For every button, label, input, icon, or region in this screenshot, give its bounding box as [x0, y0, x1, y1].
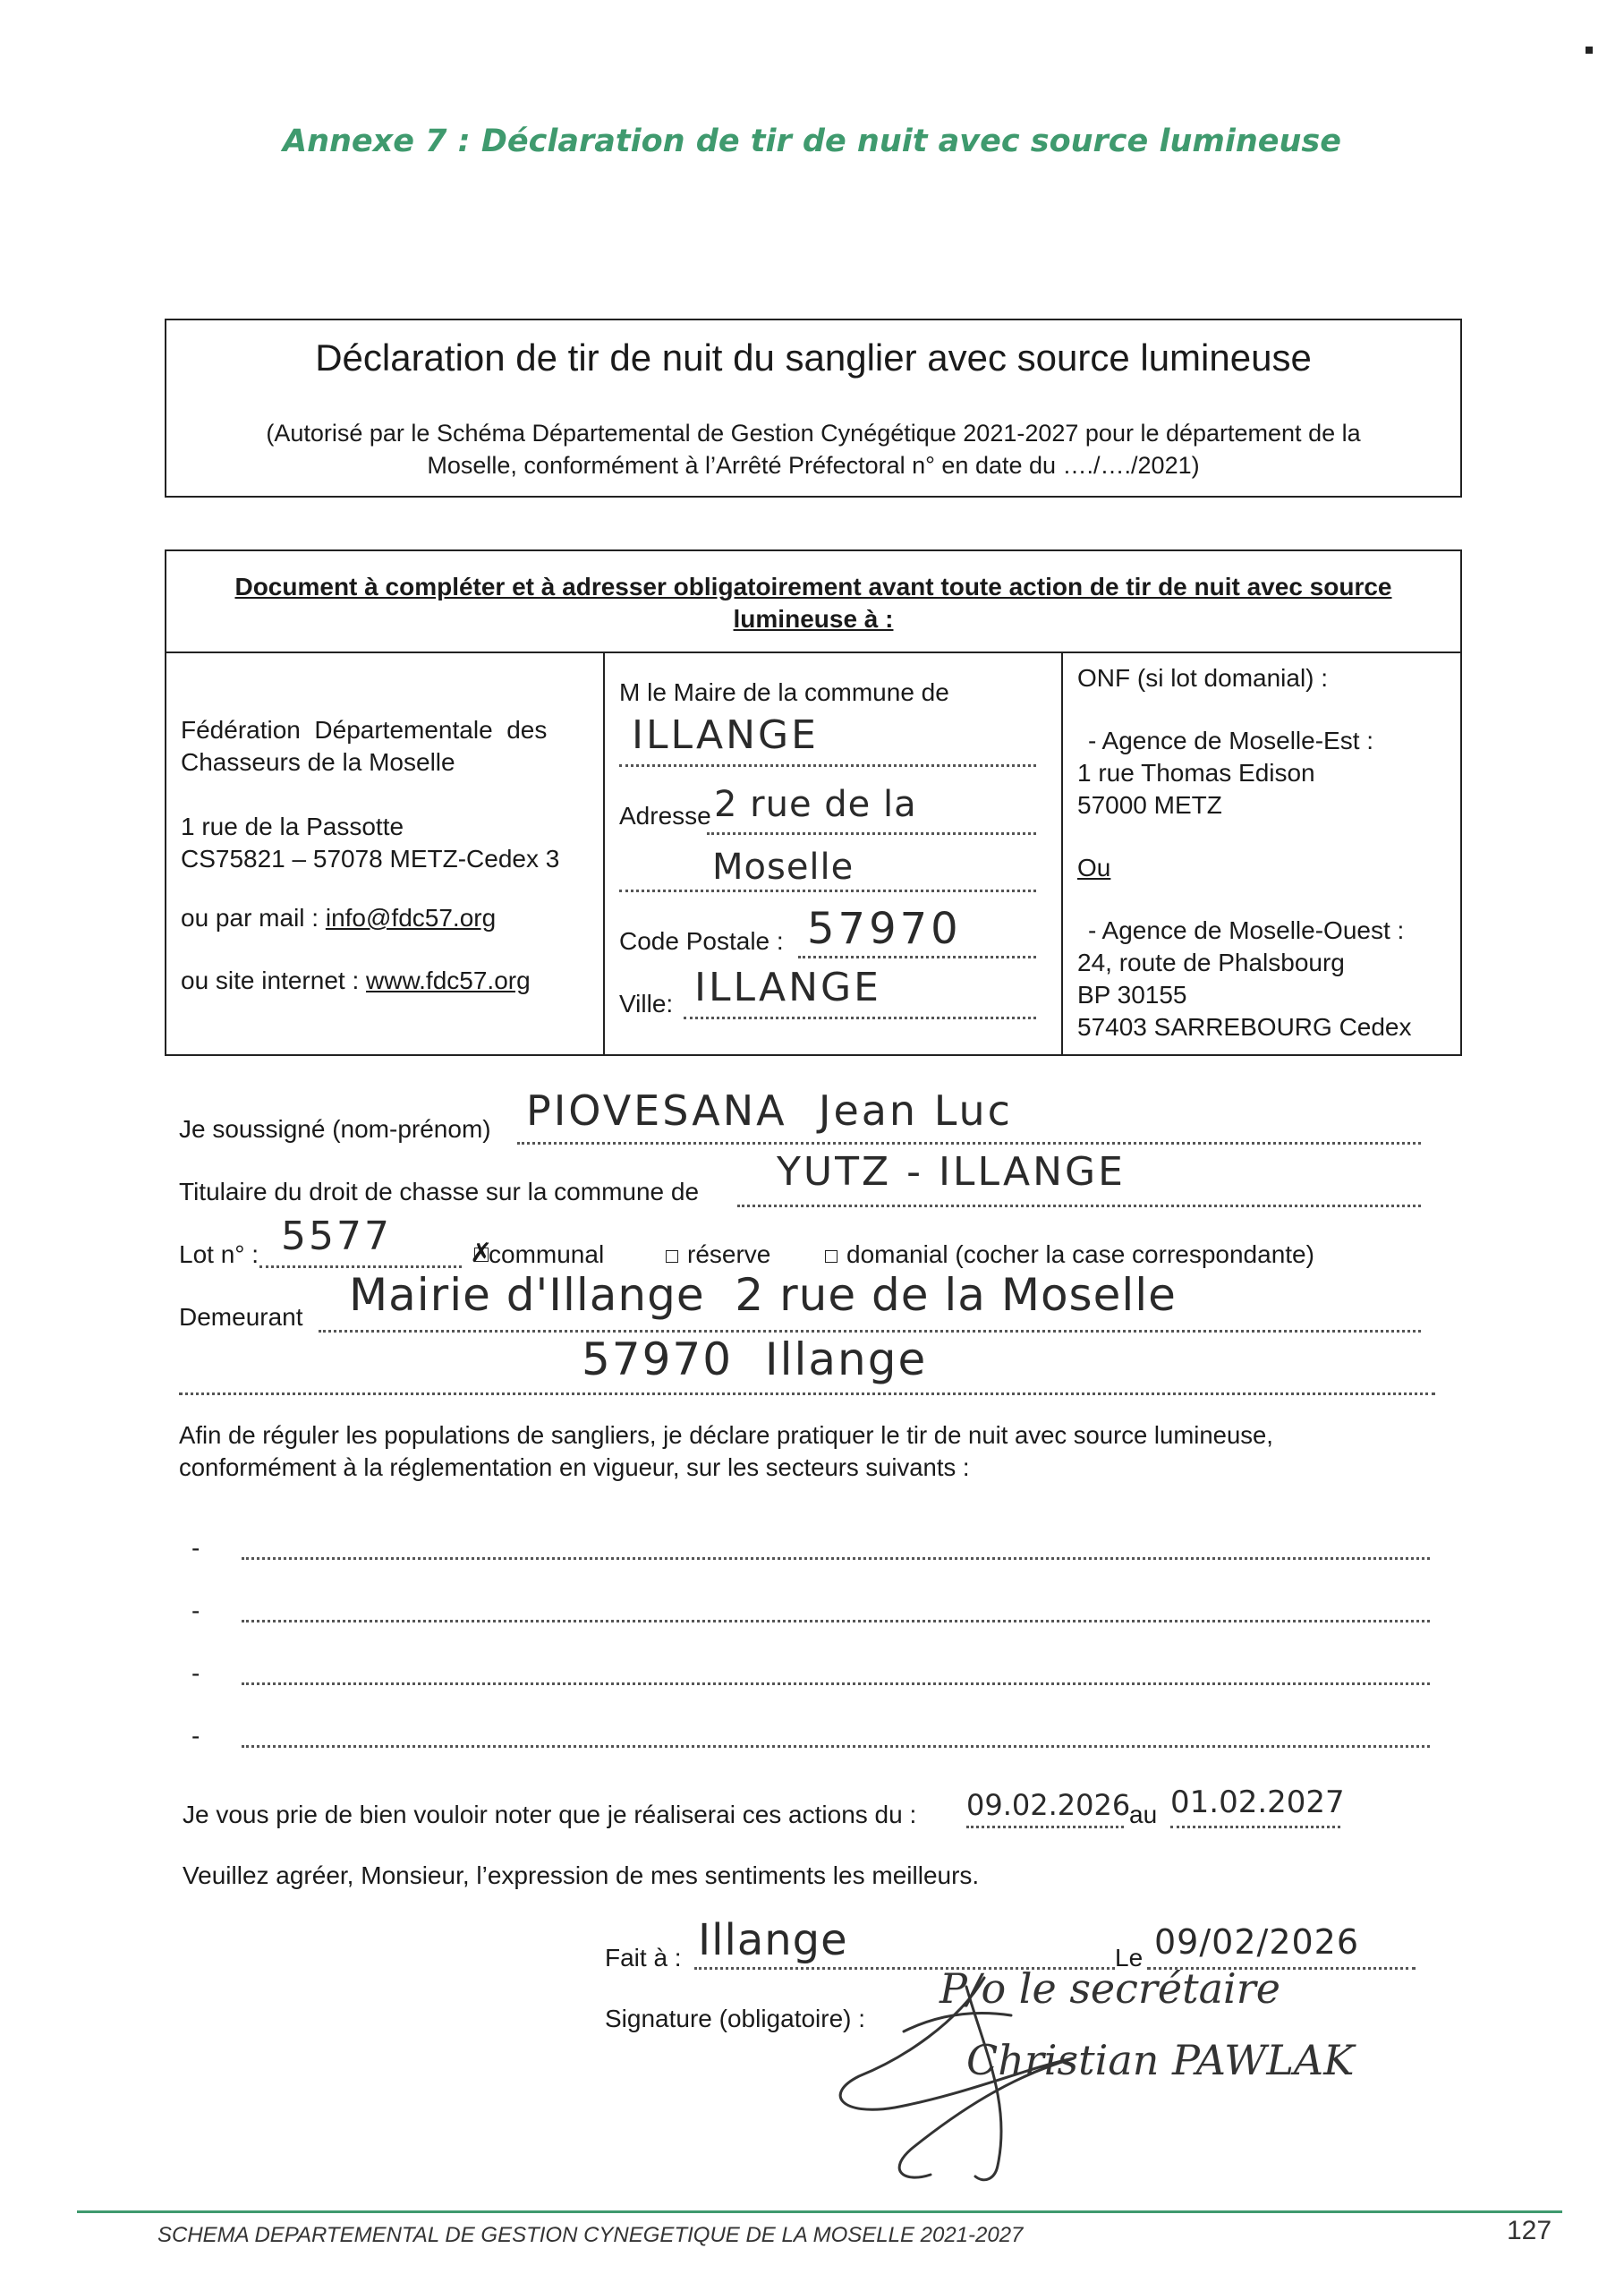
demeurant-line-1: [319, 1330, 1421, 1333]
titulaire-line: [737, 1205, 1421, 1207]
lot-label: Lot n° :: [179, 1240, 259, 1268]
domanial-label: domanial (cocher la case correspondante): [846, 1240, 1314, 1268]
agence-ouest-address-3: 57403 SARREBOURG Cedex: [1077, 1013, 1412, 1041]
agence-ouest-address-2: BP 30155: [1077, 981, 1187, 1009]
adresse-value-2: Moselle: [712, 847, 855, 888]
demeurant-value-2[interactable]: 57970 Illange: [582, 1333, 928, 1385]
nom-label: Je soussigné (nom-prénom): [179, 1115, 491, 1143]
signature-text-2: Christian PAWLAK: [966, 2036, 1355, 2084]
page-number: 127: [1507, 2216, 1552, 2245]
reserve-checkbox-icon[interactable]: [666, 1250, 678, 1263]
column-divider-1: [603, 652, 605, 1056]
bullet: -: [191, 1534, 200, 1562]
fait-label: Fait à :: [605, 1944, 682, 1972]
federation-name-1: Fédération Départementale des: [181, 716, 548, 744]
ville-label: Ville:: [619, 990, 674, 1018]
instruction-line-1: Document à compléter et à adresser obligatoirement avant toute action de tir de nuit avec source: [234, 573, 1392, 600]
bullet: -: [191, 1659, 200, 1687]
footer-text: SCHEMA DEPARTEMENTAL DE GESTION CYNEGETIQUE DE LA MOSELLE 2021-2027: [157, 2223, 1024, 2247]
scan-mark: [1586, 47, 1593, 54]
lot-value[interactable]: 5577: [281, 1214, 392, 1259]
agence-est-name: - Agence de Moselle-Est :: [1088, 727, 1374, 754]
onf-heading: ONF (si lot domanial) :: [1077, 664, 1329, 692]
sector-line-1[interactable]: [242, 1557, 1430, 1560]
signature-text-1: P/o le secrétaire: [940, 1964, 1280, 2013]
nom-line: [517, 1142, 1421, 1145]
subtitle-line-2: Moselle, conformément à l’Arrêté Préfectoral n° en date du …./…./2021): [427, 452, 1200, 479]
option-communal[interactable]: [470, 1238, 605, 1271]
domanial-checkbox-icon[interactable]: [825, 1250, 838, 1263]
communal-checkbox-checked-icon[interactable]: ✗: [470, 1238, 493, 1269]
nom-value[interactable]: PIOVESANA Jean Luc: [526, 1086, 1013, 1135]
agence-ouest-name: - Agence de Moselle-Ouest :: [1088, 916, 1405, 944]
sector-line-4[interactable]: [242, 1745, 1430, 1748]
demeurant-line-2: [179, 1392, 1435, 1395]
web-label: ou site internet :: [181, 967, 367, 994]
signature-label: Signature (obligatoire) :: [605, 2005, 866, 2032]
bullet: -: [191, 1722, 200, 1750]
federation-name-2: Chasseurs de la Moselle: [181, 748, 455, 776]
web-link[interactable]: www.fdc57.org: [366, 967, 531, 994]
sector-line-2[interactable]: [242, 1620, 1430, 1622]
cp-label: Code Postale :: [619, 927, 784, 955]
instruction-line-2: lumineuse à :: [733, 605, 894, 633]
ville-value: ILLANGE: [694, 965, 881, 1010]
header-box: [165, 319, 1462, 498]
reserve-label: réserve: [687, 1240, 771, 1268]
bullet: -: [191, 1597, 200, 1624]
mail-line: [181, 902, 496, 934]
paragraph-line-2: conformément à la réglementation en vigueur, sur les secteurs suivants :: [179, 1453, 970, 1481]
date-from-line: [966, 1826, 1124, 1828]
agence-est-address-2: 57000 METZ: [1077, 791, 1222, 819]
sector-line-3[interactable]: [242, 1682, 1430, 1685]
date-from-value[interactable]: 09.02.2026: [966, 1788, 1131, 1822]
lot-line: [259, 1265, 462, 1268]
web-line: [181, 965, 531, 997]
mail-label: ou par mail :: [181, 904, 326, 932]
subtitle-line-1: (Autorisé par le Schéma Départemental de Gestion Cynégétique 2021-2027 pour le département de la: [266, 420, 1361, 447]
date-to-line: [1170, 1826, 1340, 1828]
annex-title: Annexe 7 : Déclaration de tir de nuit avec source lumineuse: [282, 123, 1341, 159]
option-reserve[interactable]: [666, 1239, 770, 1271]
federation-address-1: 1 rue de la Passotte: [181, 813, 404, 840]
federation-address-2: CS75821 – 57078 METZ-Cedex 3: [181, 845, 560, 873]
titulaire-label: Titulaire du droit de chasse sur la commune de: [179, 1178, 700, 1205]
option-domanial[interactable]: [825, 1239, 1314, 1271]
ou-label: Ou: [1077, 854, 1111, 881]
actions-label: Je vous prie de bien vouloir noter que je réaliserai ces actions du :: [183, 1801, 917, 1828]
commune-value: ILLANGE: [632, 712, 819, 758]
adresse-value-1: 2 rue de la: [714, 784, 917, 825]
au-label: au: [1129, 1801, 1158, 1828]
column-divider-2: [1061, 652, 1063, 1056]
cp-value: 57970: [807, 904, 962, 954]
adresse-label: Adresse: [619, 802, 711, 830]
paragraph-line-1: Afin de réguler les populations de sangliers, je déclare pratiquer le tir de nuit avec source lumineuse,: [179, 1421, 1273, 1449]
maire-heading: M le Maire de la commune de: [619, 678, 949, 706]
titulaire-value[interactable]: YUTZ - ILLANGE: [777, 1149, 1126, 1195]
signature-drawing: [805, 1924, 1450, 2193]
table-divider: [166, 652, 1460, 653]
demeurant-label: Demeurant: [179, 1303, 303, 1331]
closing-line: Veuillez agréer, Monsieur, l’expression de mes sentiments les meilleurs.: [183, 1861, 980, 1889]
demeurant-value-1[interactable]: Mairie d'Illange 2 rue de la Moselle: [349, 1269, 1177, 1321]
date-to-value[interactable]: 01.02.2027: [1170, 1784, 1345, 1820]
le-label: Le: [1115, 1944, 1144, 1972]
agence-est-address-1: 1 rue Thomas Edison: [1077, 759, 1315, 787]
recipients-table: [165, 549, 1462, 1056]
agence-ouest-address-1: 24, route de Phalsbourg: [1077, 949, 1345, 976]
footer-rule: [77, 2210, 1562, 2213]
fait-value[interactable]: Illange: [698, 1915, 848, 1965]
communal-label: communal: [489, 1240, 605, 1268]
le-value[interactable]: 09/02/2026: [1154, 1922, 1360, 1962]
mail-link[interactable]: info@fdc57.org: [325, 904, 497, 932]
form-title: Déclaration de tir de nuit du sanglier avec source lumineuse: [315, 336, 1312, 379]
